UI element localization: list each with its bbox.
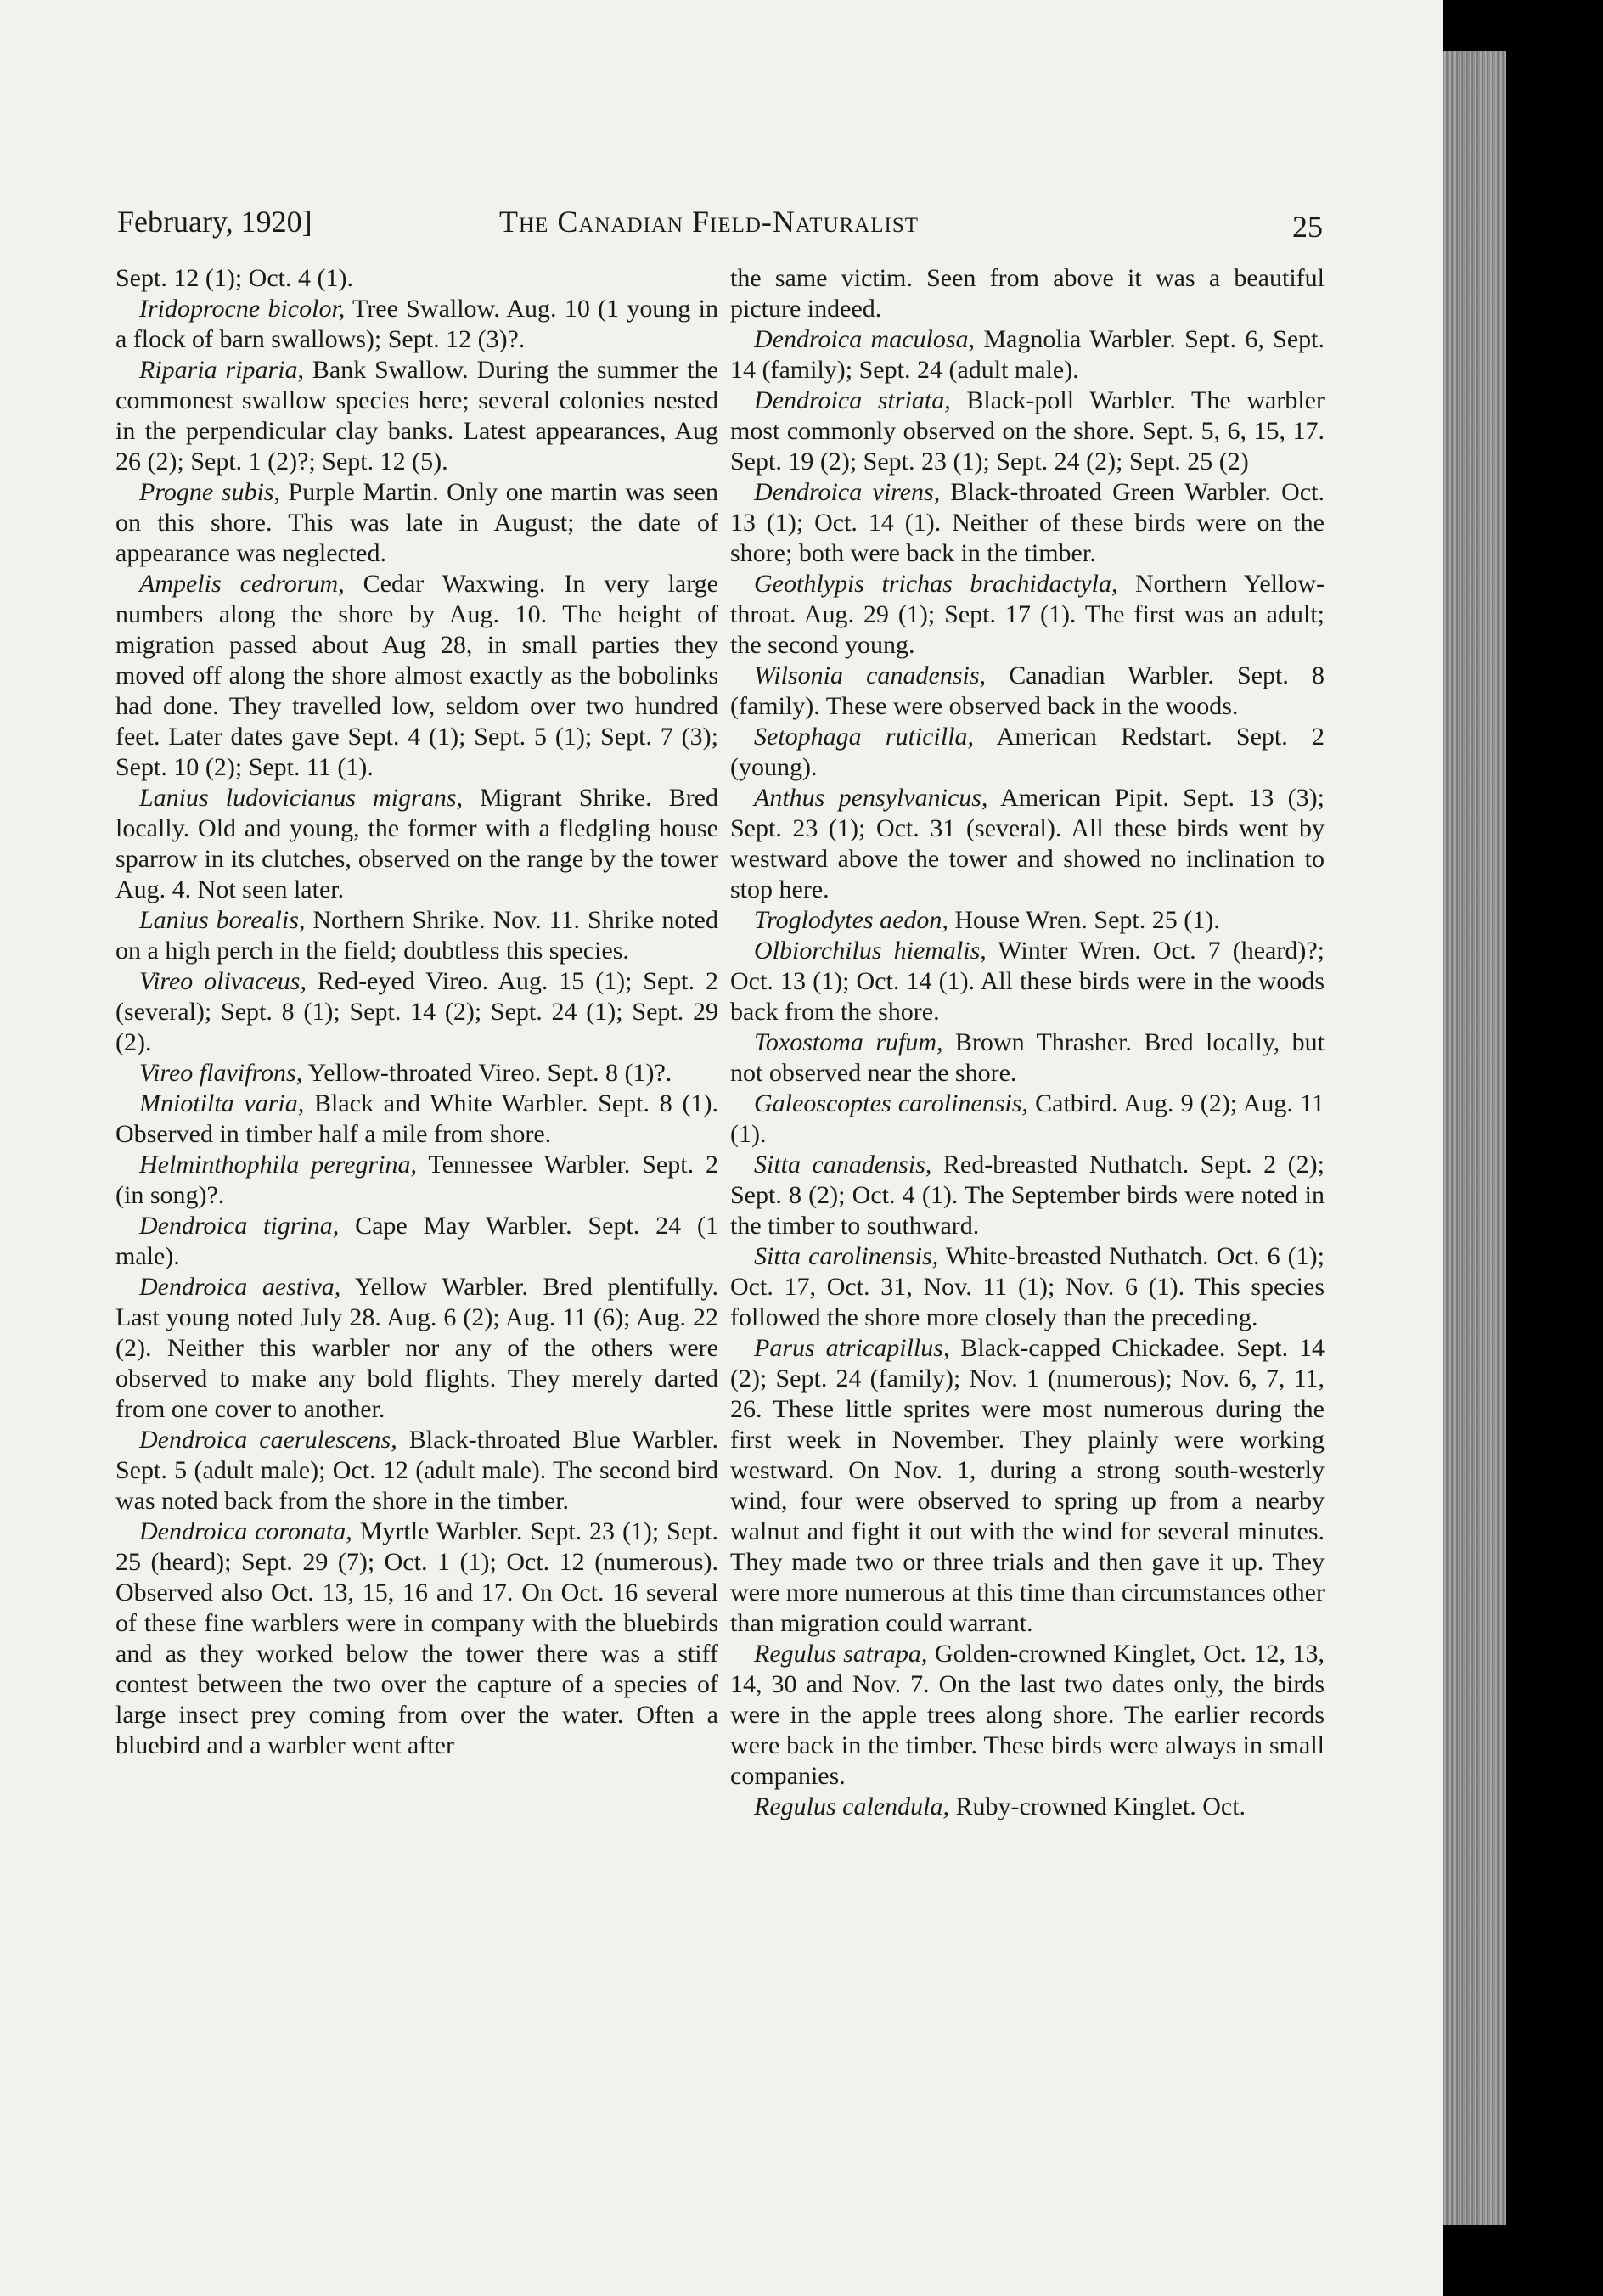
species-scientific-name: Vireo olivaceus, — [139, 967, 307, 995]
species-entry — [730, 385, 1325, 477]
species-entry — [115, 477, 718, 569]
entry-text: Black and White Warbler. Sept. 8 (1). Observed in timber half a mile from shore. — [115, 1089, 718, 1148]
entry-text: Red-breasted Nuthatch. Sept. 2 (2); Sept. 8 (2); Oct. 4 (1). The September birds were noted in the timber to southward. — [730, 1151, 1325, 1240]
entry-text: Black-poll Warbler. The warbler most commonly observed on the shore. Sept. 5, 6, 15, 17. Sept. 19 (2); Sept. 23 (1); Sept. 24 (2); Sept. 25 (2) — [730, 386, 1325, 476]
species-entry — [730, 324, 1325, 385]
entry-text: Black-throated Green Warbler. Oct. 13 (1); Oct. 14 (1). Neither of these birds were on the shore; both were back in the timber. — [730, 478, 1325, 567]
species-entry — [730, 783, 1325, 905]
species-scientific-name: Olbiorchilus hiemalis, — [754, 937, 987, 965]
species-entry — [730, 661, 1325, 722]
species-entry — [115, 966, 718, 1058]
entry-text: White-breasted Nuthatch. Oct. 6 (1); Oct. 17, Oct. 31, Nov. 11 (1); Nov. 6 (1). This species followed the shore more closely than the preceding. — [730, 1242, 1325, 1331]
species-scientific-name: Sitta canadensis, — [754, 1151, 932, 1179]
species-scientific-name: Setophaga ruticilla, — [754, 723, 975, 751]
entry-text: Yellow Warbler. Bred plentifully. Last young noted July 28. Aug. 6 (2); Aug. 11 (6); Aug. 22 (2). Neither this warbler nor any of the others were observed to make any bold flights. They merely darted from one cover to another. — [115, 1273, 718, 1423]
entry-text: Yellow-throated Vireo. Sept. 8 (1)?. — [302, 1059, 672, 1087]
species-scientific-name: Geothlypis trichas brachidactyla, — [754, 570, 1118, 598]
species-entry — [115, 294, 718, 355]
species-entry — [115, 1517, 718, 1761]
entry-text: Black-throated Blue Warbler. Sept. 5 (adult male); Oct. 12 (adult male). The second bird was noted back from the shore in the timber. — [115, 1426, 718, 1515]
species-scientific-name: Dendroica maculosa, — [754, 325, 976, 353]
species-scientific-name: Vireo flavifrons, — [139, 1059, 303, 1087]
entry-text: Bank Swallow. During the summer the commonest swallow species here; several colonies nested in the perpendicular clay banks. Latest appearances, Aug 26 (2); Sept. 1 (2)?; Sept. 12 (5). — [115, 356, 718, 476]
left-column — [115, 263, 718, 1761]
species-scientific-name: Progne subis, — [139, 478, 280, 506]
entry-text: Myrtle Warbler. Sept. 23 (1); Sept. 25 (heard); Sept. 29 (7); Oct. 1 (1); Oct. 12 (numerous). Observed also Oct. 13, 15, 16 and 17. On Oct. 16 several of these fine warblers were in company with the bluebirds and as they worked below the tower there was a stiff contest between the two over the capture of a species of large insect prey coming from over the water. Often a bluebird and a warbler went after — [115, 1517, 718, 1759]
entry-text: Golden-crowned Kinglet, Oct. 12, 13, 14, 30 and Nov. 7. On the last two dates only, the birds were in the apple trees along shore. The earlier records were back in the timber. These birds were always in small companies. — [730, 1640, 1325, 1790]
species-entry — [730, 1241, 1325, 1333]
species-entry — [115, 1272, 718, 1425]
species-entry — [730, 905, 1325, 936]
entry-text: Cape May Warbler. Sept. 24 (1 male). — [115, 1212, 718, 1270]
entry-text: Winter Wren. Oct. 7 (heard)?; Oct. 13 (1); Oct. 14 (1). All these birds were in the woods back from the shore. — [730, 937, 1325, 1026]
entry-text: American Redstart. Sept. 2 (young). — [730, 723, 1325, 781]
species-entry — [730, 569, 1325, 661]
species-scientific-name: Iridoprocne bicolor, — [139, 295, 346, 323]
page-edge — [1443, 51, 1506, 2225]
entry-text: Migrant Shrike. Bred locally. Old and young, the former with a fledgling house sparrow in its clutches, observed on the range by the tower Aug. 4. Not seen later. — [115, 784, 718, 903]
entry-text: House Wren. Sept. 25 (1). — [948, 906, 1220, 934]
species-entry — [730, 1333, 1325, 1639]
species-scientific-name: Parus atricapillus, — [754, 1334, 950, 1362]
journal-title: The Canadian Field-Naturalist — [499, 205, 920, 239]
species-entry — [115, 1089, 718, 1150]
entry-text: Sept. 12 (1); Oct. 4 (1). — [115, 264, 353, 292]
species-entry — [730, 263, 1325, 324]
species-scientific-name: Regulus calendula, — [754, 1792, 949, 1820]
entry-text: Northern Shrike. Nov. 11. Shrike noted on a high perch in the field; doubtless this species. — [115, 906, 718, 965]
species-entry — [115, 263, 718, 294]
species-scientific-name: Wilsonia canadensis, — [754, 661, 987, 689]
species-entry — [730, 1150, 1325, 1241]
entry-text: Red-eyed Vireo. Aug. 15 (1); Sept. 2 (several); Sept. 8 (1); Sept. 14 (2); Sept. 24 (1); Sept. 29 (2). — [115, 967, 718, 1056]
entry-text: Northern Yellow-throat. Aug. 29 (1); Sept. 17 (1). The first was an adult; the second young. — [730, 570, 1325, 659]
entry-text: Ruby-crowned Kinglet. Oct. — [948, 1792, 1246, 1820]
entry-text: Tree Swallow. Aug. 10 (1 young in a flock of barn swallows); Sept. 12 (3)?. — [115, 295, 718, 353]
species-entry — [730, 1639, 1325, 1792]
entry-text: American Pipit. Sept. 13 (3); Sept. 23 (1); Oct. 31 (several). All these birds went by westward above the tower and showed no inclination to stop here. — [730, 784, 1325, 903]
species-scientific-name: Dendroica aestiva, — [139, 1273, 341, 1301]
species-entry — [115, 1425, 718, 1517]
right-column — [730, 263, 1325, 1822]
species-scientific-name: Troglodytes aedon, — [754, 906, 948, 934]
entry-text: Purple Martin. Only one martin was seen on this shore. This was late in August; the date of appearance was neglected. — [115, 478, 719, 567]
species-scientific-name: Regulus satrapa, — [754, 1640, 928, 1668]
page-number: 25 — [1292, 210, 1323, 244]
entry-text: Canadian Warbler. Sept. 8 (family). These were observed back in the woods. — [730, 661, 1325, 720]
entry-text: Brown Thrasher. Bred locally, but not observed near the shore. — [730, 1028, 1325, 1087]
species-scientific-name: Dendroica caerulescens, — [139, 1426, 397, 1454]
species-scientific-name: Dendroica striata, — [754, 386, 951, 414]
species-scientific-name: Sitta carolinensis, — [754, 1242, 939, 1270]
entry-text: Catbird. Aug. 9 (2); Aug. 11 (1). — [730, 1089, 1325, 1148]
species-scientific-name: Lanius ludovicianus migrans, — [139, 784, 463, 812]
species-entry — [115, 1150, 718, 1211]
entry-text: Black-capped Chickadee. Sept. 14 (2); Sept. 24 (family); Nov. 1 (numerous); Nov. 6, 7, 11, 26. These little sprites were most numerous during the first week in November. They plainly were working westward. On Nov. 1, during a strong south-westerly wind, four were observed to spring up from a nearby walnut and fight it out with the wind for several minutes. They made two or three trials and then gave it up. They were more numerous at this time than circumstances other than migration could warrant. — [730, 1334, 1325, 1637]
species-scientific-name: Ampelis cedrorum, — [139, 570, 345, 598]
species-entry — [115, 1058, 718, 1089]
running-header — [117, 204, 1323, 255]
species-scientific-name: Dendroica coronata, — [139, 1517, 352, 1545]
species-entry — [730, 722, 1325, 783]
species-entry — [730, 477, 1325, 569]
species-scientific-name: Mniotilta varia, — [139, 1089, 305, 1117]
species-scientific-name: Anthus pensylvanicus, — [754, 784, 988, 812]
species-entry — [115, 905, 718, 966]
species-entry — [115, 355, 718, 477]
issue-date: February, 1920] — [117, 205, 312, 239]
species-entry — [730, 1027, 1325, 1089]
species-scientific-name: Dendroica virens, — [754, 478, 941, 506]
entry-text: Magnolia Warbler. Sept. 6, Sept. 14 (family); Sept. 24 (adult male). — [730, 325, 1325, 384]
species-entry — [115, 1211, 718, 1272]
species-entry — [730, 1089, 1325, 1150]
species-scientific-name: Galeoscoptes carolinensis, — [754, 1089, 1028, 1117]
species-entry — [115, 783, 718, 905]
species-scientific-name: Helminthophila peregrina, — [139, 1151, 417, 1179]
entry-text: the same victim. Seen from above it was a beautiful picture indeed. — [730, 264, 1325, 323]
species-entry — [730, 936, 1325, 1027]
species-scientific-name: Lanius borealis, — [139, 906, 306, 934]
entry-text: Cedar Waxwing. In very large numbers along the shore by Aug. 10. The height of migration passed about Aug 28, in small parties they moved off along the shore almost exactly as the bobolinks had done. They travelled low, seldom over two hundred feet. Later dates gave Sept. 4 (1); Sept. 5 (1); Sept. 7 (3); Sept. 10 (2); Sept. 11 (1). — [115, 570, 719, 781]
species-entry — [730, 1792, 1325, 1822]
species-scientific-name: Dendroica tigrina, — [139, 1212, 340, 1240]
species-scientific-name: Toxostoma rufum, — [754, 1028, 943, 1056]
entry-text: Tennessee Warbler. Sept. 2 (in song)?. — [115, 1151, 719, 1209]
species-scientific-name: Riparia riparia, — [139, 356, 305, 384]
species-entry — [115, 569, 718, 783]
